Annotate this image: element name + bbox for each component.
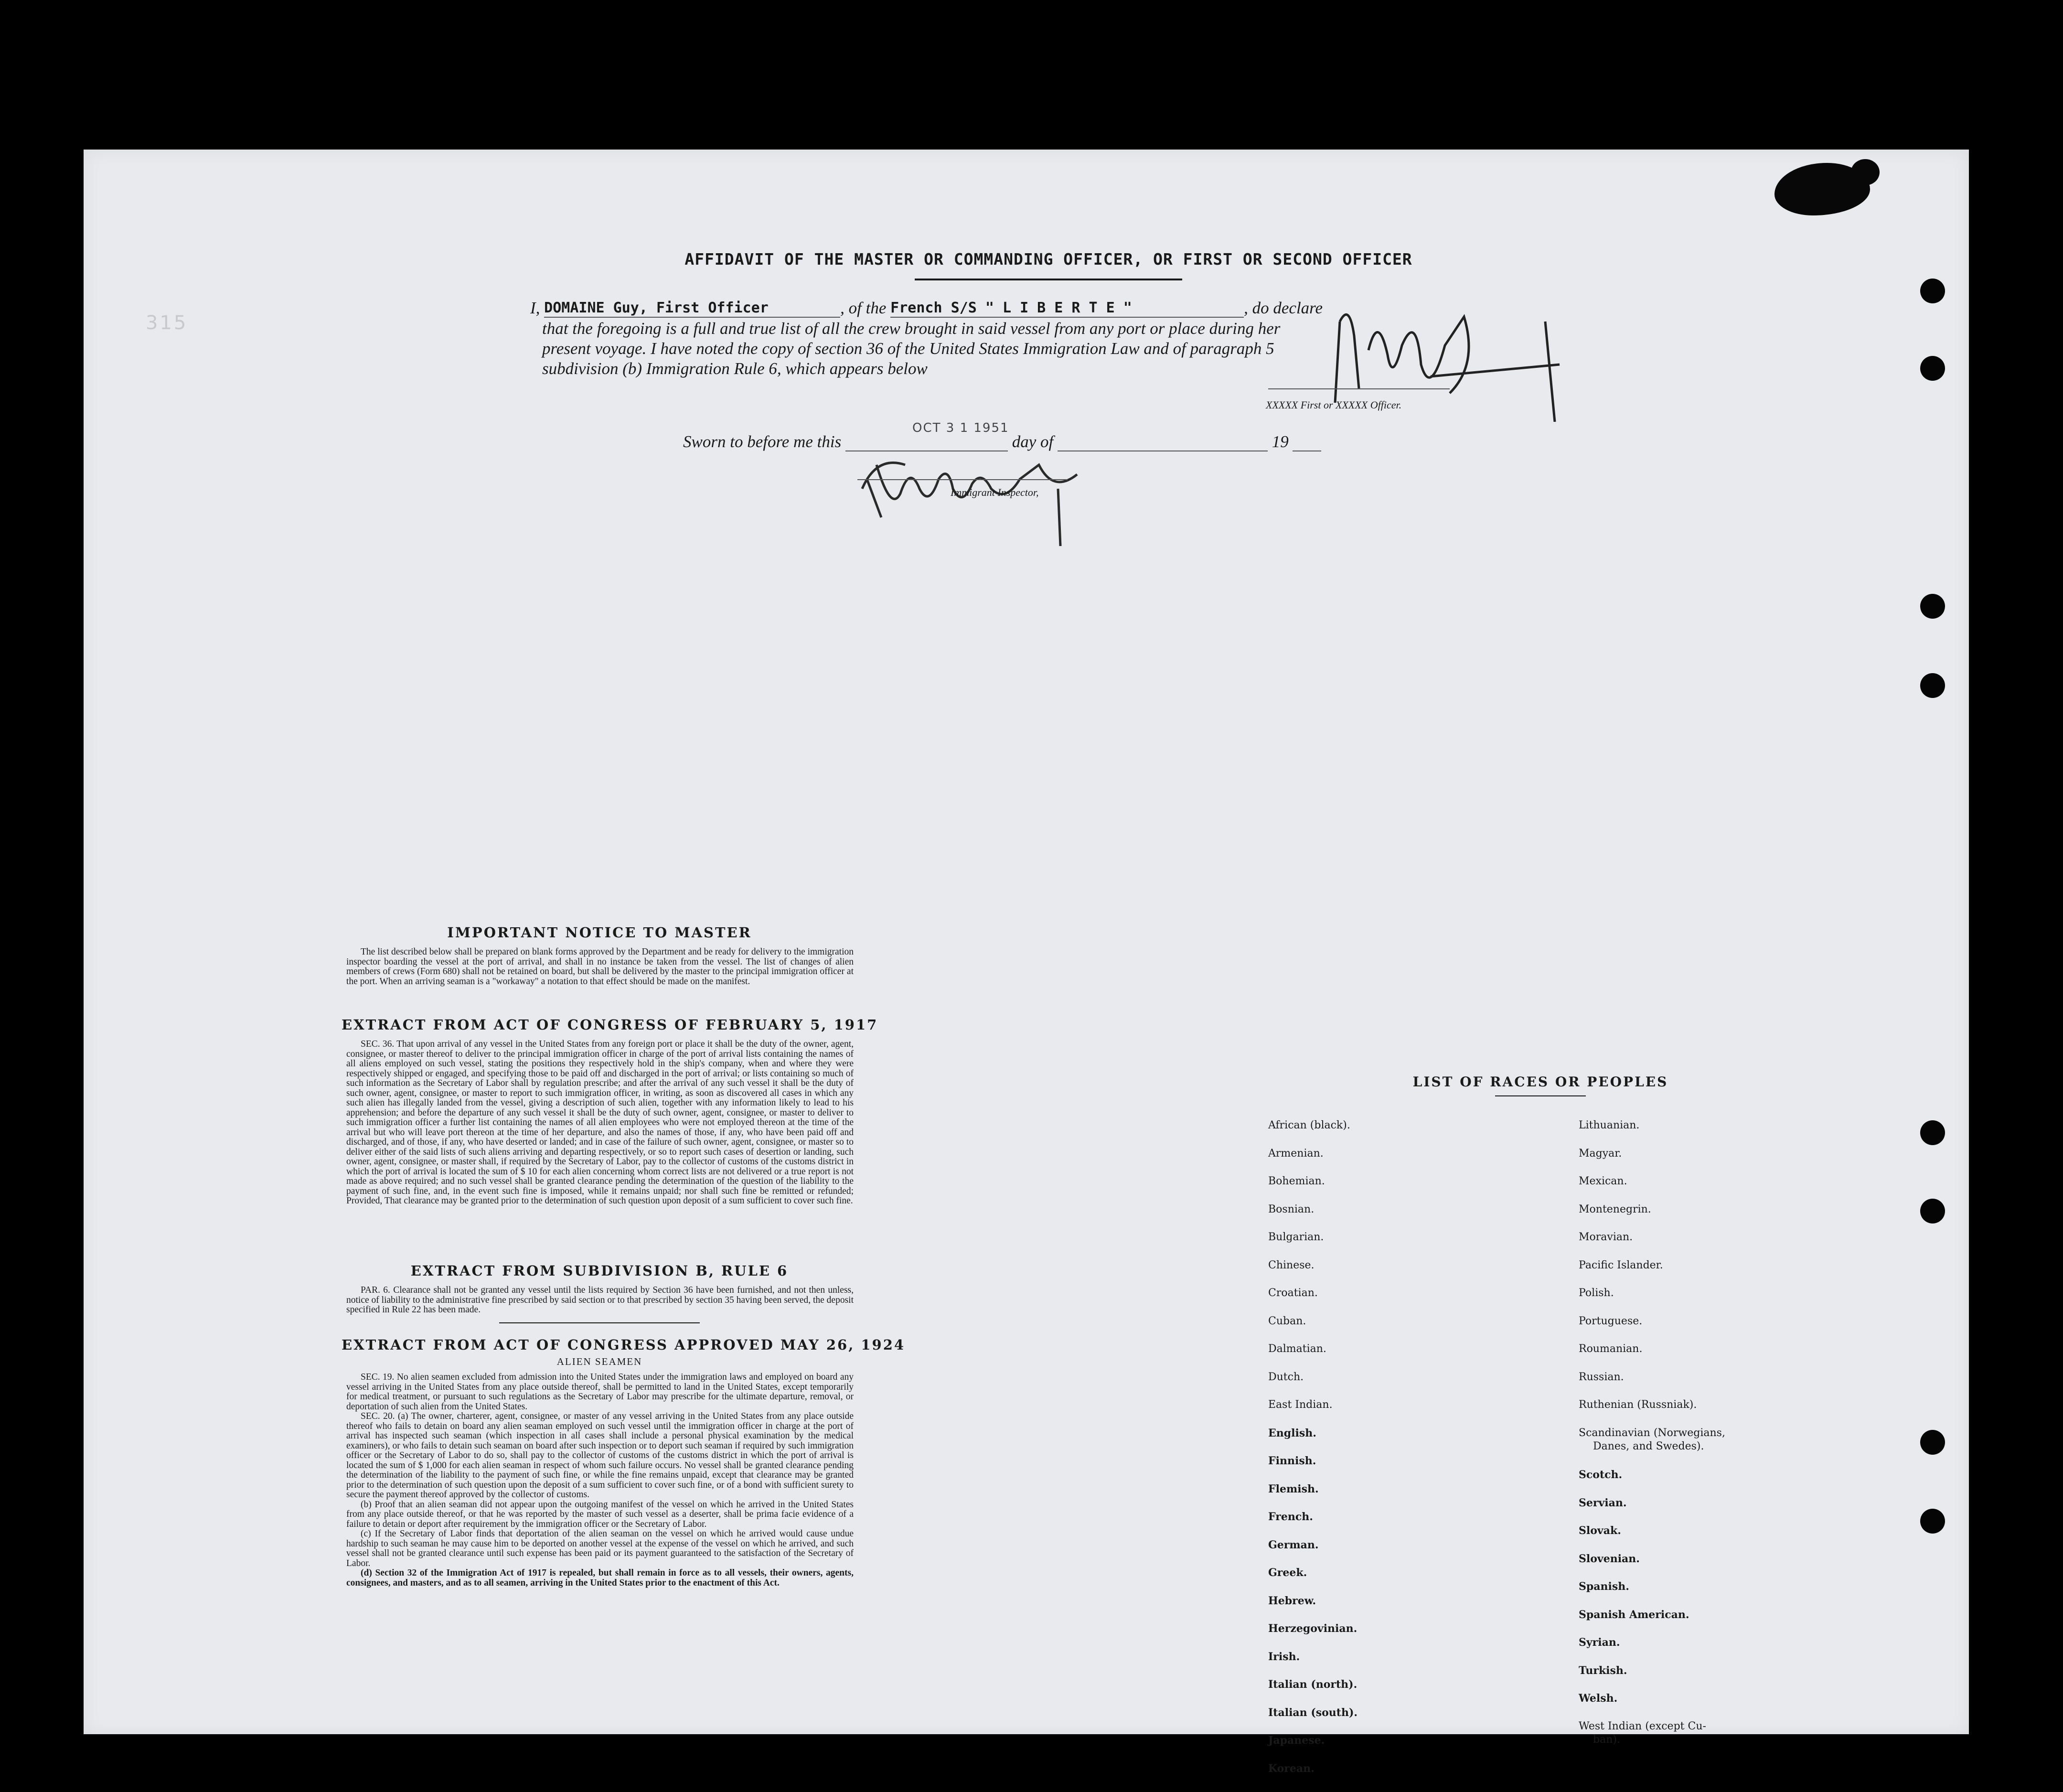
extract-1917-title: EXTRACT FROM ACT OF CONGRESS OF FEBRUARY 5, 1917 (342, 1017, 878, 1033)
signature-line (1268, 388, 1450, 389)
notice-title: IMPORTANT NOTICE TO MASTER (447, 924, 752, 941)
race-item: English. (1268, 1427, 1316, 1439)
race-item: Bosnian. (1268, 1203, 1315, 1215)
race-item: Scotch. (1579, 1469, 1623, 1481)
sworn-text: Sworn to before me this (683, 432, 842, 451)
race-item: Chinese. (1268, 1259, 1315, 1271)
sec-20a-paragraph: SEC. 20. (a) The owner, charterer, agent, consignee, or master of any vessel arriving in the United States from any place outside thereof who fails to detain on board any alien seaman employed on such vessel until the immigration officer in charge at the port of arrival has inspected such seaman (which inspection in all cases shall include a personal physical examination by the medical examiners), or who fails to detain such seaman on board after such inspection or to deport such seaman if required by such immigration officer or the Secretary of Labor to do so, shall pay to the collector of customs of the customs district in which the port of arrival is located the sum of $ 1,000 for each alien seaman in respect of whom such failure occurs. No vessel shall be granted clearance pending the determination of the liability to the payment of such fine, or while the fine remains unpaid, except that clearance may be granted prior to the determination of such question upon the deposit of a sum sufficient to cover such fine, or of a bond with sufficient surety to secure the payment thereof approved by the collector of customs. (346, 1411, 854, 1500)
race-item: Ruthenian (Russniak). (1579, 1399, 1697, 1411)
punch-hole (1920, 1199, 1945, 1223)
race-item: German. (1268, 1538, 1319, 1551)
race-item: Welsh. (1579, 1692, 1618, 1705)
race-item: Polish. (1579, 1287, 1614, 1299)
race-item: Japanese. (1268, 1734, 1325, 1747)
race-item: Magyar. (1579, 1147, 1622, 1159)
inspector-caption: Immigrant Inspector, (951, 486, 1039, 498)
race-item: Russian. (1579, 1371, 1624, 1383)
race-item: Montenegrin. (1579, 1203, 1651, 1215)
punch-hole (1920, 356, 1945, 381)
notice-body (346, 947, 854, 987)
race-item: Greek. (1268, 1567, 1307, 1579)
race-item: Bohemian. (1268, 1175, 1325, 1187)
affidavit-line-2: that the foregoing is a full and true list of all the crew brought in said vessel from any port or place during her (542, 319, 1281, 338)
manifest-page (84, 150, 1969, 1775)
day-of-text: day of (1012, 432, 1054, 451)
race-item: French. (1268, 1511, 1313, 1523)
race-item: Hebrew. (1268, 1594, 1316, 1607)
sec-20d-paragraph: (d) Section 32 of the Immigration Act of 1917 is repealed, but shall remain in force as to all vessels, their owners, agents, consignees, and masters, and as to all seamen, arriving in the United States prior to the enactment of this Act. (346, 1568, 854, 1588)
race-item: Pacific Islander. (1579, 1259, 1663, 1271)
race-item: Croatian. (1268, 1287, 1318, 1299)
races-title: LIST OF RACES OR PEOPLES (1412, 1074, 1668, 1090)
race-item: Slovak. (1579, 1524, 1621, 1537)
sec-19-paragraph: SEC. 19. No alien seamen excluded from admission into the United States under the immigration laws and employed on board any vessel arriving in the United States from any place outside thereof, shall be permitted to land in the United States, except temporarily for medical treatment, or pursuant to such regulations as the Secretary of Labor may prescribe for the ultimate departure, removal, or deportation of such alien from the United States. (346, 1372, 854, 1412)
affidavit-line-4: subdivision (b) Immigration Rule 6, which appears below (542, 359, 928, 378)
race-item: Armenian. (1268, 1147, 1324, 1159)
race-item: Italian (south). (1268, 1706, 1358, 1719)
race-item: Irish. (1268, 1650, 1300, 1663)
affidavit-line-3: present voyage. I have noted the copy of section 36 of the United States Immigration Law and of paragraph 5 (542, 339, 1274, 358)
year-prefix: 19 (1272, 432, 1289, 451)
affidavit-of-the: , of the (840, 299, 887, 317)
race-item: Syrian. (1579, 1636, 1620, 1649)
race-item: Servian. (1579, 1496, 1627, 1509)
race-item: Mexican. (1579, 1175, 1627, 1187)
race-item: Dalmatian. (1268, 1343, 1326, 1355)
race-item: Italian (north). (1268, 1678, 1358, 1691)
extract-1917-body (346, 1040, 854, 1206)
punch-hole (1920, 1430, 1945, 1455)
vessel-name: French S/S " L I B E R T E " (890, 300, 1132, 316)
extract-rule6-title: EXTRACT FROM SUBDIVISION B, RULE 6 (410, 1263, 789, 1279)
race-item: Herzegovinian. (1268, 1622, 1358, 1635)
affidavit-do-declare: , do declare (1244, 299, 1323, 317)
race-item: Korean. (1268, 1762, 1315, 1775)
race-item: ban). (1593, 1734, 1620, 1746)
inspector-line (857, 479, 1068, 480)
race-item: Slovenian. (1579, 1552, 1640, 1565)
race-item: Turkish. (1579, 1664, 1627, 1677)
sec-20c-paragraph: (c) If the Secretary of Labor finds that deportation of the alien seaman on the vessel on which he arrived would cause undue hardship to such seaman he may cause him to be deported on another vessel at the expense of the vessel on which he arrived, and such vessel shall not be granted clearance until such expense has been paid or its payment guaranteed to the satisfaction of the Secretary of Labor. (346, 1529, 854, 1568)
par-6-paragraph: PAR. 6. Clearance shall not be granted any vessel until the lists required by Section 36 have been furnished, and not then unless, notice of liability to the administrative fine prescribed by said section or to that prescribed by section 35 having been served, the deposit specified in Rule 22 has been made. (346, 1285, 854, 1315)
race-item: Finnish. (1268, 1455, 1316, 1467)
extract-rule6-body (346, 1286, 854, 1315)
sec-20b-paragraph: (b) Proof that an alien seaman did not appear upon the outgoing manifest of the vessel on which he arrived in the United States from any place outside thereof, or that he was reported by the master of such vessel as a deserter, shall be prima facie evidence of a failure to detain or deport after requirement by the immigration officer or the Secretary of Labor. (346, 1499, 854, 1529)
race-item: Dutch. (1268, 1371, 1304, 1383)
race-item: Flemish. (1268, 1482, 1319, 1495)
race-item: Bulgarian. (1268, 1231, 1324, 1243)
race-item: West Indian (except Cu- (1579, 1720, 1706, 1732)
affidavit-title: AFFIDAVIT OF THE MASTER OR COMMANDING OFFICER, OR FIRST OR SECOND OFFICER (684, 250, 1412, 268)
ink-blot-small (1851, 159, 1880, 185)
race-item: Portuguese. (1579, 1315, 1643, 1327)
punch-hole (1920, 1120, 1945, 1145)
title-rule (915, 279, 1182, 280)
race-item: Moravian. (1579, 1231, 1633, 1243)
race-item: Spanish American. (1579, 1608, 1689, 1621)
officer-name: DOMAINE Guy, First Officer (544, 300, 769, 316)
punch-hole (1920, 1509, 1945, 1534)
sec-36-paragraph: SEC. 36. That upon arrival of any vessel in the United States from any foreign port or place it shall be the duty of the owner, agent, consignee, or master thereof to deliver to the principal immigration officer in charge of the port of arrival lists containing the names of all aliens employed on such vessel, stating the positions they respectively hold in the ship's company, when and where they were respectively shipped or engaged, and specifying those to be paid off and discharged in the port of arrival; or lists containing so much of such information as the Secretary of Labor shall by regulation prescribe; and after the arrival of any such vessel it shall be the duty of such owner, agent, consignee, or master to report to such immigration officer, in writing, as soon as discovered all cases in which any such alien has illegally landed from the vessel, giving a description of such alien, together with any information likely to lead to his apprehension; and before the departure of any such vessel it shall be the duty of such owner, agent, consignee, or master to deliver to such immigration officer a further list containing the names of all alien employees who were not employed thereon at the time of the arrival but who will leave port thereon at the time of her departure, and also the names of those, if any, who have been paid off and discharged, and of those, if any, who have deserted or landed; and in case of the failure of such owner, agent, consignee, or master so to deliver either of the said lists of such aliens arriving and departing respectively, or so to report such cases of desertion or landing, such owner, agent, consignee, or master shall, if required by the Secretary of Labor, pay to the collector of customs of the customs district in which the port of arrival is located the sum of $ 10 for each alien concerning whom correct lists are not delivered or a true report is not made as above required; and no such vessel shall be granted clearance pending the determination of the question of the liability to the payment of such fine, and, in the event such fine is imposed, while it remains unpaid; nor shall such fine be remitted or refunded; Provided, That clearance may be granted prior to the determination of such question upon deposit of a sum sufficient to cover such fine. (346, 1039, 854, 1206)
race-item: Roumanian. (1579, 1343, 1643, 1355)
race-item: Lithuanian. (1579, 1119, 1640, 1131)
extract-1924-body (346, 1373, 854, 1588)
race-item: Spanish. (1579, 1580, 1629, 1593)
alien-seamen-subtitle: ALIEN SEAMEN (556, 1356, 642, 1367)
date-stamp: OCT 3 1 1951 (912, 421, 1009, 435)
punch-hole (1920, 594, 1945, 619)
race-item: African (black). (1268, 1119, 1350, 1131)
race-item: Scandinavian (Norwegians, (1579, 1427, 1725, 1439)
race-item: Cuban. (1268, 1315, 1306, 1327)
affidavit-line-1 (530, 298, 1323, 318)
affidavit-i: I, (530, 299, 540, 317)
signature-caption: XXXXX First or XXXXX Officer. (1266, 399, 1402, 411)
race-item: East Indian. (1268, 1399, 1333, 1411)
margin-number: 315 (146, 312, 188, 334)
extract-1924-title: EXTRACT FROM ACT OF CONGRESS APPROVED MAY 26, 1924 (342, 1337, 906, 1353)
section-rule (499, 1322, 700, 1323)
notice-paragraph: The list described below shall be prepared on blank forms approved by the Department and be ready for delivery to the immigration inspector boarding the vessel at the port of arrival, and shall in no instance be taken from the vessel. The list of changes of alien members of crews (Form 680) shall not be retained on board, but shall be delivered by the master to the principal immigration officer at the port. When an arriving seaman is a "workaway" a notation to that effect should be made on the manifest. (346, 947, 854, 987)
punch-hole (1920, 279, 1945, 303)
punch-hole (1920, 673, 1945, 698)
races-rule (1495, 1095, 1586, 1096)
race-item: Danes, and Swedes). (1593, 1440, 1704, 1452)
